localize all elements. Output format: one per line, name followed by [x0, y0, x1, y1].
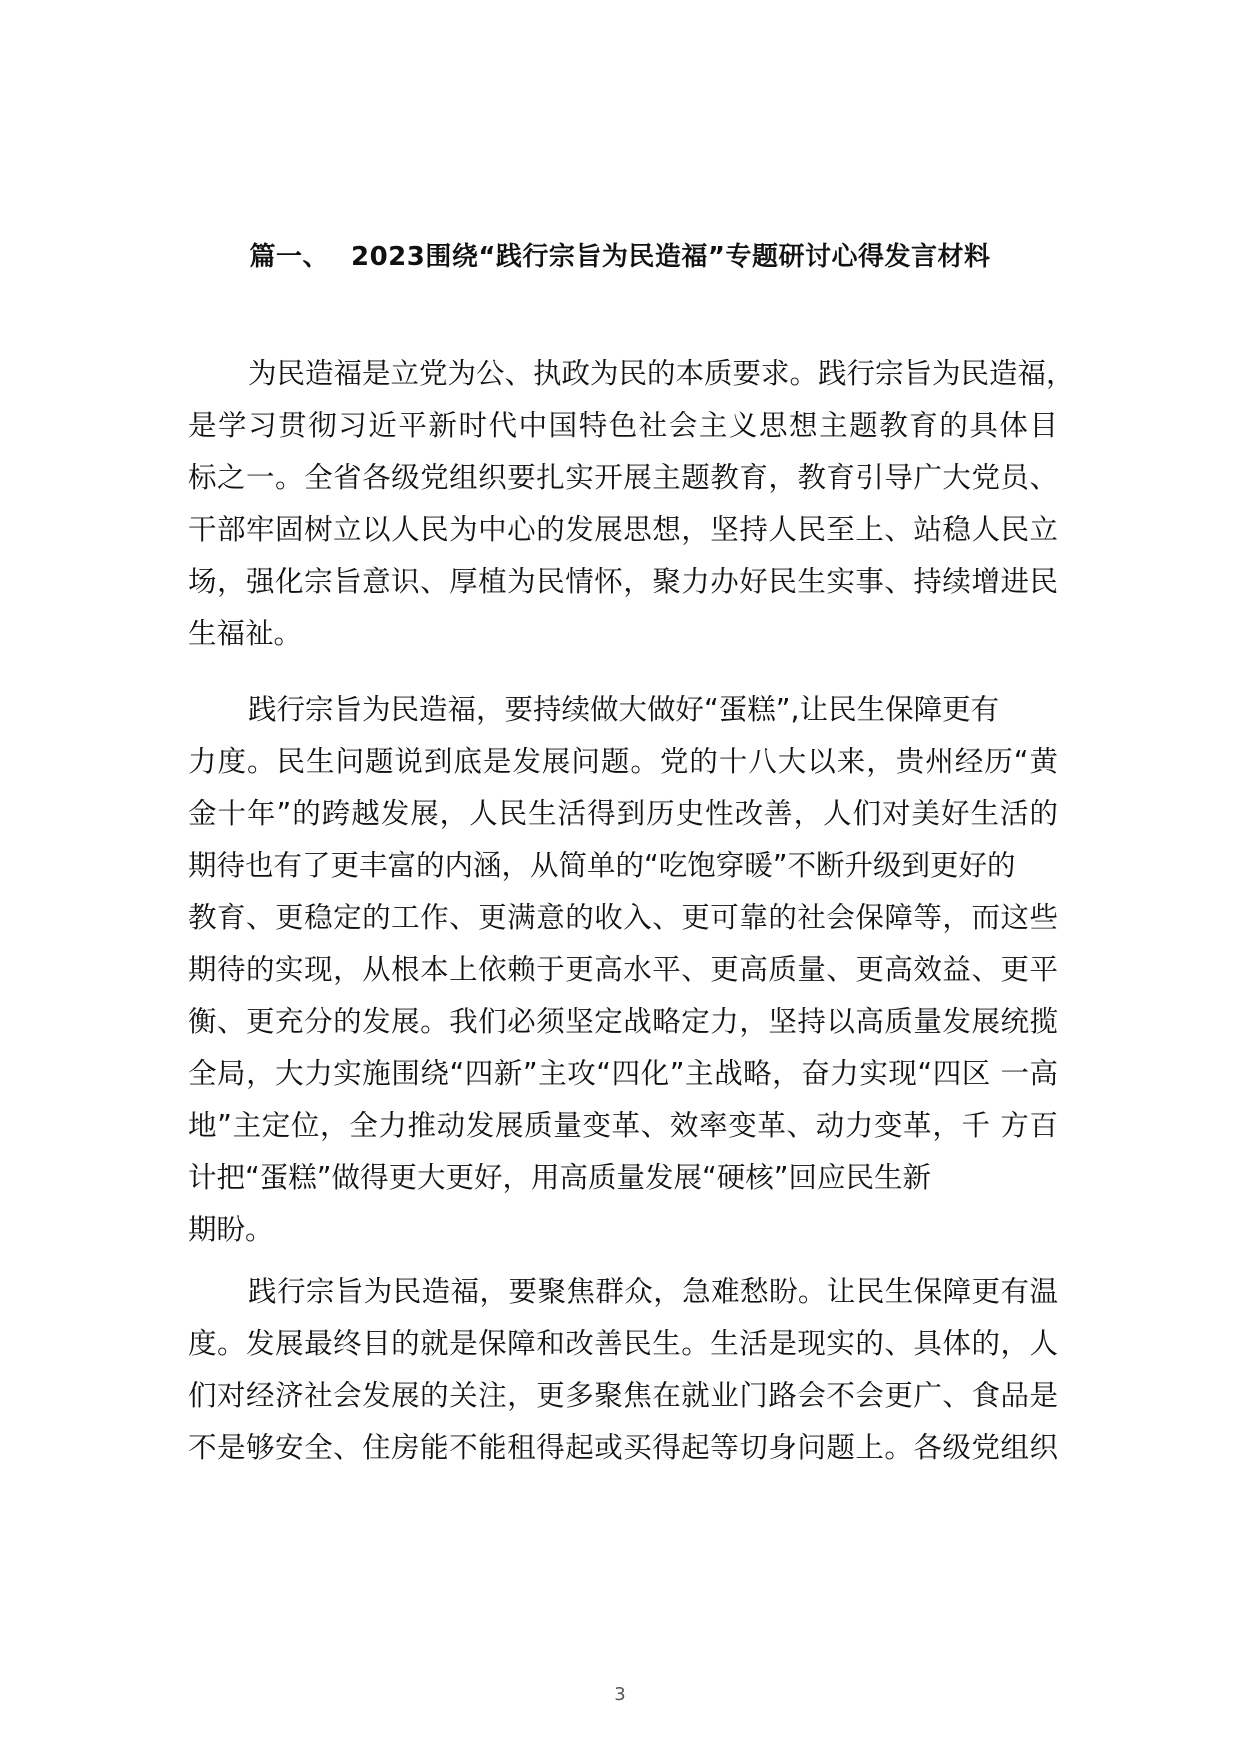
title-section-label: 篇一、: [249, 242, 329, 272]
paragraph-line: 干部牢固树立以人民为中心的发展思想，坚持人民至上、站稳人民立: [188, 513, 1058, 546]
paragraph-line: 教育、更稳定的工作、更满意的收入、更可靠的社会保障等，而这些: [188, 901, 1058, 934]
paragraph-line: 为民造福是立党为公、执政为民的本质要求。践行宗旨为民造福，: [248, 357, 1075, 390]
paragraph-line: 生福祉。: [188, 617, 303, 650]
document-title: [160, 236, 1080, 273]
paragraph-line: 期盼。: [188, 1213, 274, 1246]
paragraph-line: 衡、更充分的发展。我们必须坚定战略定力，坚持以高质量发展统揽: [188, 1005, 1058, 1038]
paragraph-line: 践行宗旨为民造福，要持续做大做好“蛋糕”,让民生保障更有: [248, 693, 1000, 726]
paragraph-line: 场，强化宗旨意识、厚植为民情怀，聚力办好民生实事、持续增进民: [188, 565, 1058, 598]
paragraph-3: [188, 1266, 1058, 1474]
paragraph-line: 践行宗旨为民造福，要聚焦群众，急难愁盼。让民生保障更有温: [248, 1275, 1058, 1308]
paragraph-line: 不是够安全、住房能不能租得起或买得起等切身问题上。各级党组织: [188, 1431, 1058, 1464]
paragraph-1: [188, 348, 1075, 660]
title-text: 2023围绕“践行宗旨为民造福”专题研讨心得发言材料: [350, 242, 991, 272]
paragraph-line: 力度。民生问题说到底是发展问题。党的十八大以来，贵州经历“黄: [188, 745, 1058, 778]
paragraph-line: 们对经济社会发展的关注，更多聚焦在就业门路会不会更广、食品是: [188, 1379, 1058, 1412]
paragraph-line: 全局，大力实施围绕“四新”主攻“四化”主战略，奋力实现“四区 一高: [188, 1057, 1058, 1090]
paragraph-line: 计把“蛋糕”做得更大更好，用高质量发展“硬核”回应民生新: [188, 1161, 932, 1194]
paragraph-line: 标之一。全省各级党组织要扎实开展主题教育，教育引导广大党员、: [188, 461, 1058, 494]
paragraph-line: 度。发展最终目的就是保障和改善民生。生活是现实的、具体的，人: [188, 1327, 1058, 1360]
paragraph-line: 金十年”的跨越发展，人民生活得到历史性改善，人们对美好生活的: [188, 797, 1058, 830]
paragraph-line: 期待也有了更丰富的内涵，从简单的“吃饱穿暖”不断升级到更好的: [188, 849, 1016, 882]
paragraph-line: 是学习贯彻习近平新时代中国特色社会主义思想主题教育的具体目: [188, 409, 1058, 442]
paragraph-line: 期待的实现，从根本上依赖于更高水平、更高质量、更高效益、更平: [188, 953, 1058, 986]
paragraph-2: [188, 684, 1058, 1256]
paragraph-line: 地”主定位，全力推动发展质量变革、效率变革、动力变革，千 方百: [188, 1109, 1058, 1142]
page-number: 3: [614, 1684, 626, 1705]
